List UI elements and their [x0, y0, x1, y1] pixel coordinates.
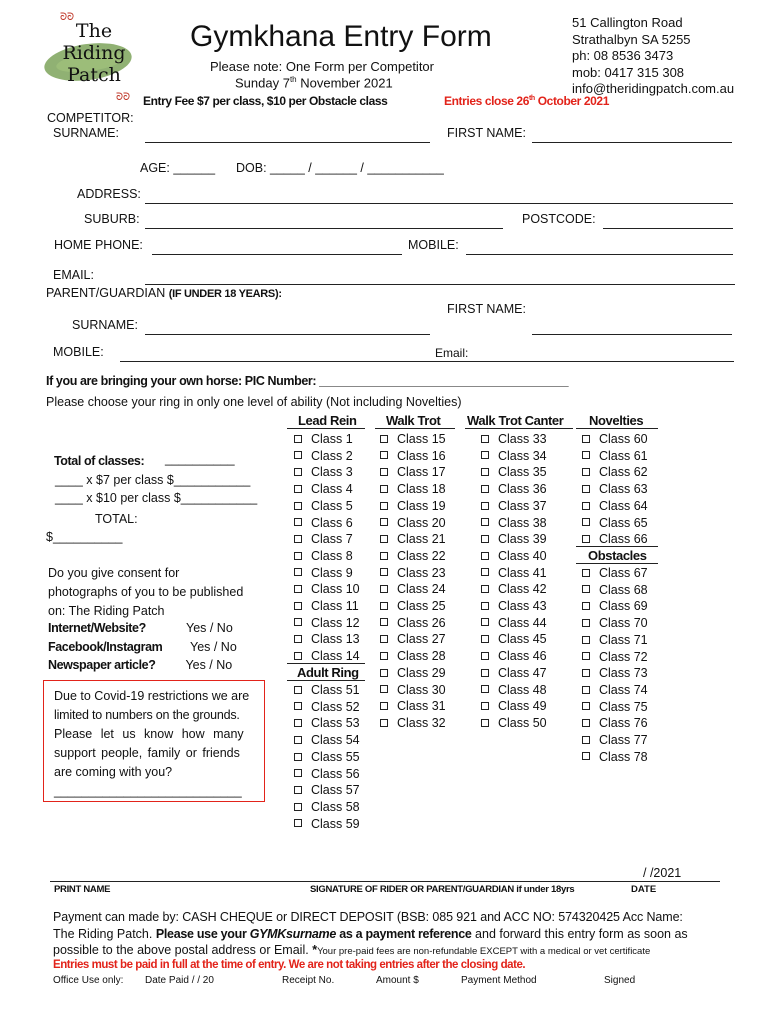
suburb-field[interactable] — [145, 228, 503, 229]
total-classes-label: Total of classes: — [54, 454, 145, 468]
class-checkbox[interactable]: Class 71 — [582, 632, 648, 649]
walk-trot-canter-header: Walk Trot Canter — [467, 413, 564, 428]
first-name-label: FIRST NAME: — [447, 126, 526, 140]
class-checkbox[interactable]: Class 75 — [582, 699, 648, 716]
class-checkbox[interactable]: Class 1 — [294, 431, 360, 448]
horse-pic-line[interactable]: If you are bringing your own horse: PIC Number: ______________________________________ — [46, 374, 569, 388]
dob-field[interactable]: DOB: _____ / ______ / ___________ — [236, 161, 444, 175]
parent-heading: PARENT/GUARDIAN (IF UNDER 18 YEARS): — [46, 286, 282, 300]
print-name-label: PRINT NAME — [54, 884, 111, 895]
obstacles-header: Obstacles — [588, 548, 647, 563]
age-field[interactable]: AGE: ______ — [140, 161, 216, 175]
class-checkbox[interactable]: Class 47 — [481, 665, 547, 682]
email-label: EMAIL: — [53, 268, 94, 282]
note: Please note: One Form per Competitor — [210, 59, 434, 74]
class-checkbox[interactable]: Class 4 — [294, 481, 360, 498]
parent-first-name-label: FIRST NAME: — [447, 302, 526, 316]
page-title: Gymkhana Entry Form — [190, 20, 492, 53]
signature-line[interactable] — [50, 881, 720, 882]
class-checkbox[interactable]: Class 5 — [294, 498, 360, 515]
suburb-label: SUBURB: — [84, 212, 140, 226]
competitor-heading: COMPETITOR: — [47, 111, 134, 125]
lead-rein-list — [294, 431, 360, 665]
walk-trot-header: Walk Trot — [386, 413, 441, 428]
parent-first-name-field[interactable] — [532, 334, 732, 335]
class-checkbox[interactable]: Class 25 — [380, 598, 446, 615]
class-checkbox[interactable]: Class 17 — [380, 464, 446, 481]
class-checkbox[interactable]: Class 12 — [294, 615, 360, 632]
office-use-label: Office Use only: — [53, 975, 124, 986]
class-checkbox[interactable]: Class 58 — [294, 799, 360, 816]
consent-internet-answer[interactable]: Yes / No — [186, 621, 233, 635]
class-checkbox[interactable]: Class 35 — [481, 464, 547, 481]
consent-newspaper-row: Newspaper article? Yes / No — [48, 658, 233, 672]
parent-surname-field[interactable] — [145, 334, 430, 335]
class-checkbox[interactable]: Class 41 — [481, 565, 547, 582]
office-payment-method: Payment Method — [461, 975, 537, 986]
office-date-paid: Date Paid / / 20 — [145, 975, 214, 986]
class-checkbox[interactable]: Class 32 — [380, 715, 446, 732]
parent-email-label: Email: — [435, 346, 469, 360]
class-checkbox[interactable]: Class 52 — [294, 699, 360, 716]
class-checkbox[interactable]: Class 62 — [582, 464, 648, 481]
office-receipt: Receipt No. — [282, 975, 335, 986]
postcode-field[interactable] — [603, 228, 733, 229]
covid-notice: Due to Covid-19 restrictions we are limited to numbers on the grounds. Please let us know how many support people, family or friends are coming with you? ___________________________ — [43, 680, 265, 802]
contact-address: 51 Callington Road Strathalbyn SA 5255 ph: 08 8536 3473 mob: 0417 315 308 info@theridingpatch.com.au — [572, 15, 735, 96]
class-checkbox[interactable]: Class 28 — [380, 648, 446, 665]
photo-consent: Do you give consent for photographs of you to be published on: The Riding Patch — [48, 566, 244, 618]
date-label: DATE — [631, 884, 657, 895]
payment-line-2: The Riding Patch. Please use your GYMKsurname as a payment reference and forward this entry form as soon as — [53, 927, 688, 941]
class-checkbox[interactable]: Class 64 — [582, 498, 648, 515]
class-checkbox[interactable]: Class 78 — [582, 749, 648, 766]
class-checkbox[interactable]: Class 16 — [380, 448, 446, 465]
class-checkbox[interactable]: Class 56 — [294, 766, 360, 783]
class-checkbox[interactable]: Class 21 — [380, 531, 446, 548]
mobile-label: MOBILE: — [408, 238, 459, 252]
svg-text:ᘐᘐ: ᘐᘐ — [116, 92, 131, 103]
class-checkbox[interactable]: Class 24 — [380, 581, 446, 598]
class-checkbox[interactable]: Class 26 — [380, 615, 446, 632]
home-phone-label: HOME PHONE: — [54, 238, 143, 252]
class-checkbox[interactable]: Class 40 — [481, 548, 547, 565]
class-checkbox[interactable]: Class 43 — [481, 598, 547, 615]
class-checkbox[interactable]: Class 22 — [380, 548, 446, 565]
class-checkbox[interactable]: Class 36 — [481, 481, 547, 498]
class-checkbox[interactable]: Class 9 — [294, 565, 360, 582]
walk-trot-canter-list — [481, 431, 547, 732]
class-checkbox[interactable]: Class 65 — [582, 515, 648, 532]
class-checkbox[interactable]: Class 34 — [481, 448, 547, 465]
class-checkbox[interactable]: Class 50 — [481, 715, 547, 732]
lead-rein-header: Lead Rein — [298, 413, 357, 428]
svg-text:ᘐᘐ: ᘐᘐ — [60, 12, 75, 23]
class-checkbox[interactable]: Class 76 — [582, 715, 648, 732]
class-checkbox[interactable]: Class 2 — [294, 448, 360, 465]
home-phone-field[interactable] — [152, 254, 402, 255]
total-label: TOTAL: — [95, 512, 138, 526]
class-checkbox[interactable]: Class 72 — [582, 649, 648, 666]
walk-trot-list — [380, 431, 446, 732]
class-checkbox[interactable]: Class 8 — [294, 548, 360, 565]
seven-dollar-row[interactable]: ____ x $7 per class $___________ — [55, 473, 251, 487]
class-checkbox[interactable]: Class 10 — [294, 581, 360, 598]
class-checkbox[interactable]: Class 44 — [481, 615, 547, 632]
first-name-field[interactable] — [532, 142, 732, 143]
class-checkbox[interactable]: Class 46 — [481, 648, 547, 665]
class-checkbox[interactable]: Class 18 — [380, 481, 446, 498]
entry-fee: Entry Fee $7 per class, $10 per Obstacle class — [143, 94, 388, 108]
total-field[interactable]: $__________ — [46, 530, 123, 544]
adult-ring-list — [294, 682, 360, 832]
novelties-header: Novelties — [589, 413, 644, 428]
event-date: Sunday 7th November 2021 — [235, 75, 393, 91]
address-field[interactable] — [145, 203, 733, 204]
address-label: ADDRESS: — [77, 187, 141, 201]
class-checkbox[interactable]: Class 57 — [294, 782, 360, 799]
logo — [40, 12, 140, 102]
class-checkbox[interactable]: Class 31 — [380, 698, 446, 715]
total-classes-field[interactable]: __________ — [165, 452, 235, 466]
class-checkbox[interactable]: Class 70 — [582, 615, 648, 632]
class-checkbox[interactable]: Class 37 — [481, 498, 547, 515]
signature-label: SIGNATURE OF RIDER OR PARENT/GUARDIAN if under 18yrs — [310, 884, 575, 895]
logo-text: The Riding Patch — [62, 20, 126, 86]
class-checkbox[interactable]: Class 48 — [481, 682, 547, 699]
class-checkbox[interactable]: Class 63 — [582, 481, 648, 498]
adult-ring-header: Adult Ring — [297, 665, 359, 680]
class-checkbox[interactable]: Class 27 — [380, 631, 446, 648]
class-checkbox[interactable]: Class 19 — [380, 498, 446, 515]
mobile-field[interactable] — [466, 254, 733, 255]
class-checkbox[interactable]: Class 45 — [481, 631, 547, 648]
class-checkbox[interactable]: Class 59 — [294, 816, 360, 833]
office-amount: Amount $ — [376, 975, 419, 986]
obstacles-list — [582, 565, 648, 765]
consent-internet-label: Internet/Website? — [48, 621, 146, 635]
class-checkbox[interactable]: Class 15 — [380, 431, 446, 448]
class-checkbox[interactable]: Class 67 — [582, 565, 648, 582]
ring-instruction: Please choose your ring in only one level of ability (Not including Novelties) — [46, 395, 462, 409]
class-checkbox[interactable]: Class 49 — [481, 698, 547, 715]
class-checkbox[interactable]: Class 55 — [294, 749, 360, 766]
class-checkbox[interactable]: Class 60 — [582, 431, 648, 448]
class-checkbox[interactable]: Class 38 — [481, 515, 547, 532]
postcode-label: POSTCODE: — [522, 212, 596, 226]
class-checkbox[interactable]: Class 6 — [294, 515, 360, 532]
class-checkbox[interactable]: Class 73 — [582, 665, 648, 682]
class-checkbox[interactable]: Class 3 — [294, 464, 360, 481]
class-checkbox[interactable]: Class 30 — [380, 682, 446, 699]
email-field[interactable] — [145, 284, 735, 285]
office-signed: Signed — [604, 975, 636, 986]
payment-line-3: possible to the above postal address or Email. *Your pre-paid fees are non-refundable EXCEPT with a medical or vet certificate — [53, 943, 651, 957]
surname-label: SURNAME: — [53, 126, 119, 140]
class-checkbox[interactable]: Class 23 — [380, 565, 446, 582]
class-checkbox[interactable]: Class 69 — [582, 598, 648, 615]
class-checkbox[interactable]: Class 33 — [481, 431, 547, 448]
class-checkbox[interactable]: Class 39 — [481, 531, 547, 548]
payment-warning: Entries must be paid in full at the time of entry. We are not taking entries after the closing date. — [53, 959, 526, 971]
class-checkbox[interactable]: Class 42 — [481, 581, 547, 598]
consent-facebook-label: Facebook/Instagram — [48, 640, 163, 654]
class-checkbox[interactable]: Class 51 — [294, 682, 360, 699]
class-checkbox[interactable]: Class 77 — [582, 732, 648, 749]
class-checkbox[interactable]: Class 74 — [582, 682, 648, 699]
parent-mobile-label: MOBILE: — [53, 345, 104, 359]
surname-field[interactable] — [145, 142, 430, 143]
novelties-list — [582, 431, 648, 548]
class-checkbox[interactable]: Class 66 — [582, 531, 648, 548]
consent-facebook-answer[interactable]: Yes / No — [190, 640, 237, 654]
class-checkbox[interactable]: Class 53 — [294, 715, 360, 732]
class-checkbox[interactable]: Class 61 — [582, 448, 648, 465]
class-checkbox[interactable]: Class 54 — [294, 732, 360, 749]
signature-date-value[interactable]: / /2021 — [643, 866, 682, 880]
payment-line-1: Payment can made by: CASH CHEQUE or DIRECT DEPOSIT (BSB: 085 921 and ACC NO: 574320425 Acc Name: — [53, 910, 683, 924]
class-checkbox[interactable]: Class 29 — [380, 665, 446, 682]
parent-mobile-email-field[interactable] — [120, 361, 734, 362]
entries-close: Entries close 26th October 2021 — [444, 94, 609, 108]
class-checkbox[interactable]: Class 11 — [294, 598, 360, 615]
parent-surname-label: SURNAME: — [72, 318, 138, 332]
support-people-field[interactable]: ___________________________ — [54, 784, 242, 798]
class-checkbox[interactable]: Class 14 — [294, 648, 360, 665]
class-checkbox[interactable]: Class 68 — [582, 582, 648, 599]
class-checkbox[interactable]: Class 20 — [380, 515, 446, 532]
class-checkbox[interactable]: Class 7 — [294, 531, 360, 548]
class-checkbox[interactable]: Class 13 — [294, 631, 360, 648]
ten-dollar-row[interactable]: ____ x $10 per class $___________ — [55, 491, 258, 505]
